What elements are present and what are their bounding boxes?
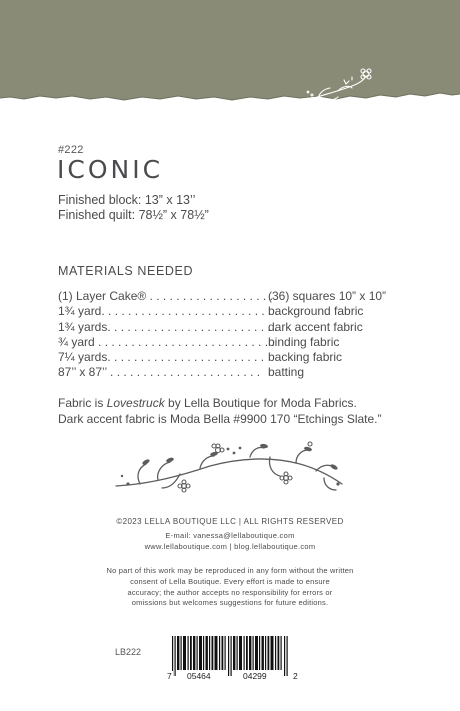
barcode-digit-check: 2 bbox=[293, 671, 298, 681]
materials-row bbox=[58, 304, 398, 319]
materials-row bbox=[58, 350, 398, 365]
fabric-line-2: Dark accent fabric is Moda Bella #9900 170 “Etchings Slate.” bbox=[58, 412, 382, 426]
disclaimer-line: No part of this work may be reproduced in any form without the written bbox=[106, 566, 354, 575]
materials-heading: MATERIALS NEEDED bbox=[58, 264, 194, 278]
collection-name: Lovestruck bbox=[106, 396, 165, 410]
material-quantity: 1¾ yard. . . . . . . . . . . . . . . . . . . . . . . . . . . bbox=[58, 304, 279, 319]
finished-sizes bbox=[58, 193, 209, 223]
material-quantity: (1) Layer Cake® . . . . . . . . . . . . . . . . . . . bbox=[58, 289, 273, 303]
materials-row bbox=[58, 320, 398, 335]
disclaimer-line: consent of Lella Boutique. Every effort is made to ensure bbox=[130, 576, 330, 586]
finished-block-size: Finished block: 13” x 13’’ bbox=[58, 193, 196, 207]
material-use: binding fabric bbox=[268, 334, 340, 349]
material-quantity: 1¾ yards. . . . . . . . . . . . . . . . . . . . . . . . . . bbox=[58, 319, 278, 334]
barcode-digit-first: 7 bbox=[167, 671, 172, 681]
material-quantity: ¾ yard . . . . . . . . . . . . . . . . . . . . . . . . . . . bbox=[58, 334, 275, 349]
materials-list bbox=[58, 289, 398, 381]
fabric-line-1: Fabric is Lovestruck by Lella Boutique for Moda Fabrics. bbox=[58, 396, 357, 410]
material-quantity: 7¼ yards. . . . . . . . . . . . . . . . . . . . . . . . bbox=[58, 350, 265, 365]
pattern-title: ICONIC bbox=[57, 155, 164, 184]
banner-fill bbox=[0, 0, 460, 100]
copyright-line: ©2023 LELLA BOUTIQUE LLC | ALL RIGHTS RESERVED bbox=[116, 517, 344, 526]
barcode-digits bbox=[166, 671, 300, 682]
websites: www.lellaboutique.com | blog.lellaboutique.com bbox=[144, 542, 316, 551]
disclaimer-line: accuracy; the author accepts no responsibility for errors or bbox=[127, 587, 333, 597]
product-code: LB222 bbox=[115, 647, 142, 657]
disclaimer-line: omissions but welcomes suggestions for future editions. bbox=[131, 598, 329, 608]
materials-row bbox=[58, 335, 398, 350]
materials-row bbox=[58, 365, 398, 380]
torn-paper-banner bbox=[0, 0, 460, 104]
finished-quilt-size: Finished quilt: 78½” x 78½” bbox=[58, 208, 209, 222]
top-banner bbox=[0, 0, 460, 104]
materials-row bbox=[58, 289, 398, 304]
barcode-digits-right: 04299 bbox=[243, 671, 267, 681]
material-use: batting bbox=[268, 365, 305, 380]
floral-vine-icon bbox=[110, 440, 350, 498]
material-use: backing fabric bbox=[268, 350, 343, 365]
material-use: dark accent fabric bbox=[268, 319, 363, 334]
fabric-note bbox=[58, 395, 382, 427]
material-use: (36) squares 10” x 10” bbox=[268, 289, 387, 303]
barcode-digits-left: 05464 bbox=[187, 671, 211, 681]
material-use: background fabric bbox=[268, 304, 364, 319]
material-quantity: 87’’ x 87’’ . . . . . . . . . . . . . . . . . . . . . . . bbox=[58, 365, 261, 380]
disclaimer bbox=[40, 566, 420, 609]
contact-email: E-mail: vanessa@lellaboutique.com bbox=[165, 531, 295, 540]
pattern-number: #222 bbox=[58, 144, 84, 156]
